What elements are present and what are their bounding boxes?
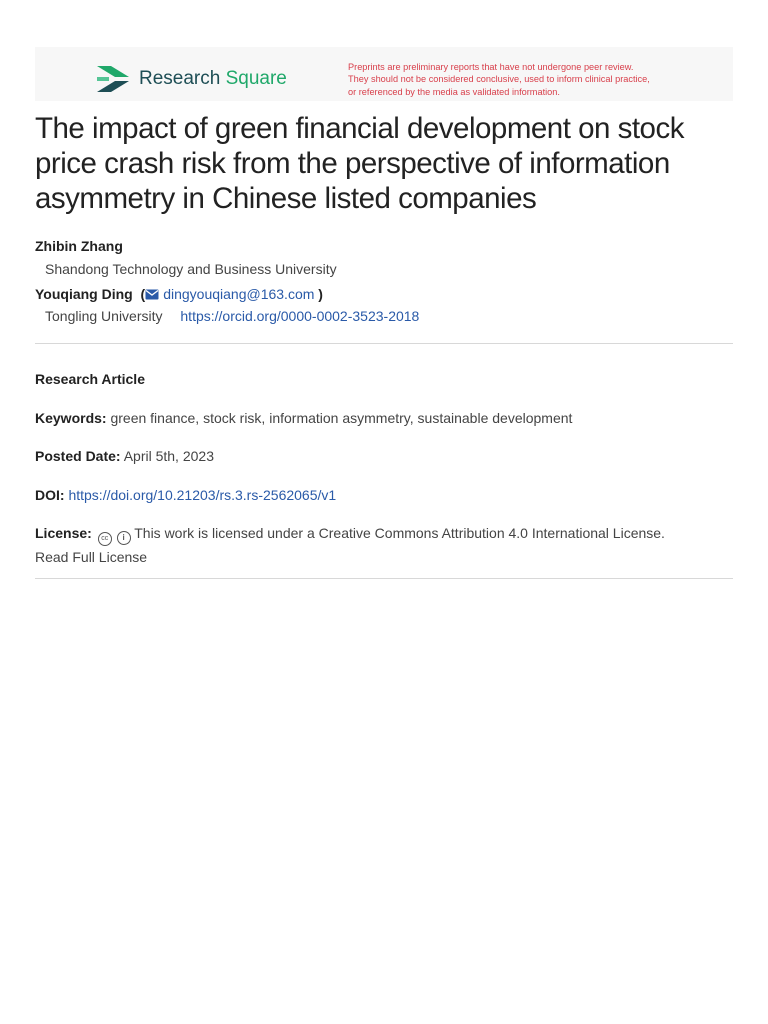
corresponding-author (35, 286, 323, 302)
logo-wordmark: Research Square (139, 68, 287, 89)
article-type (35, 371, 145, 387)
keywords-label: Keywords: (35, 410, 107, 426)
research-square-logo-icon (95, 64, 131, 94)
posted-date-row (35, 448, 214, 464)
license-text: This work is licensed under a Creative Commons Attribution 4.0 International License. (134, 525, 665, 541)
doi-row (35, 487, 336, 503)
email-paren-close: ) (318, 286, 323, 302)
posted-date-label: Posted Date: (35, 448, 121, 464)
preprint-banner (35, 47, 733, 101)
disclaimer-line: Preprints are preliminary reports that have not undergone peer review. (348, 62, 634, 72)
doi-link[interactable]: https://doi.org/10.21203/rs.3.rs-2562065/v1 (68, 487, 337, 503)
cc-icon: cc (98, 532, 112, 546)
author-affiliation: Shandong Technology and Business University (45, 261, 337, 277)
preprint-disclaimer (348, 61, 728, 98)
email-paren-open: ( (140, 286, 146, 302)
paper-title: The impact of green financial development on stock price crash risk from the perspective of information asymmetry in Chinese listed companies (35, 112, 684, 215)
article-type-label: Research Article (35, 371, 145, 387)
envelope-icon (145, 289, 159, 300)
divider (35, 343, 733, 344)
disclaimer-line: They should not be considered conclusive, used to inform clinical practice, (348, 74, 650, 85)
read-full-license-link[interactable]: Read Full License (35, 549, 148, 565)
by-icon: i (117, 531, 131, 545)
license-label: License: (35, 525, 92, 541)
author-name: Zhibin Zhang (35, 238, 123, 254)
author-affiliation: Tongling University (45, 308, 163, 324)
keywords-value: green finance, stock risk, information asymmetry, sustainable development (110, 410, 573, 426)
orcid-link[interactable]: https://orcid.org/0000-0002-3523-2018 (180, 308, 420, 324)
disclaimer-line: or referenced by the media as validated information. (348, 86, 560, 97)
author-affiliation-row (45, 308, 419, 324)
posted-date-value: April 5th, 2023 (123, 448, 214, 464)
author-email-link[interactable] (145, 286, 314, 302)
research-square-logo[interactable] (95, 64, 287, 94)
keywords-row (35, 410, 572, 426)
divider (35, 578, 733, 579)
author-email: dingyouqiang@163.com (163, 286, 315, 302)
doi-label: DOI: (35, 487, 65, 503)
license-row (35, 525, 665, 546)
author-name: Youqiang Ding (35, 286, 133, 302)
